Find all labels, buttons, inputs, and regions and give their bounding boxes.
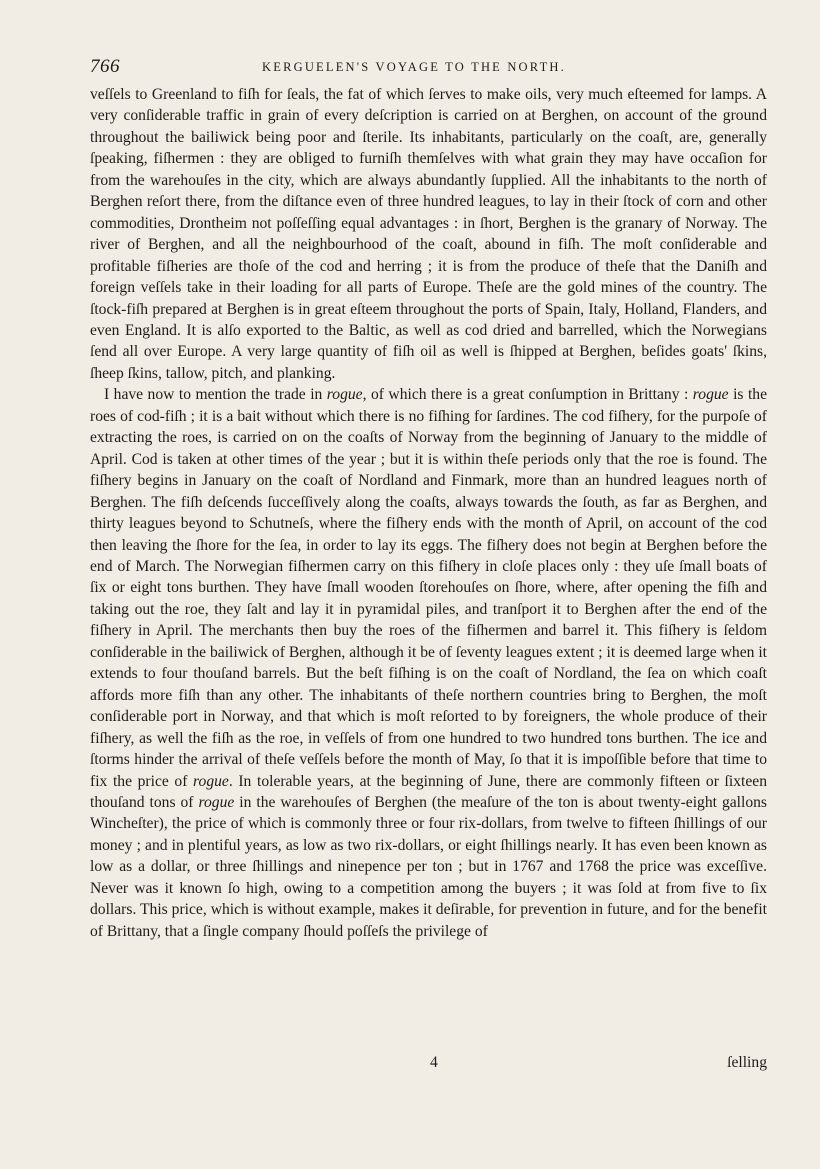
paragraph-1 — [90, 84, 767, 384]
body-text — [90, 84, 767, 942]
text-segment: in the warehouſes of Berghen (the meaſure of the ton is about twenty-eight gallons Wincheſter), the price of which is commonly three or four rix-dollars, from twelve to fifteen ſhillings of our money ; and in plentiful years, as low as two rix-dollars, or eight ſhillings nearly. It has even been known as low as a dollar, or three ſhillings and ninepence per ton ; but in 1767 and 1768 the price was exceſſive. Never was it known ſo high, owing to a competition among the buyers ; it was ſold at from five to ſix dollars. This price, which is without example, makes it deſirable, for prevention in future, and for the benefit of Brittany, that a ſingle company ſhould poſſeſs the privilege of — [90, 793, 767, 940]
signature-mark: 4 — [430, 1054, 438, 1071]
page-footer — [90, 1054, 767, 1076]
page-header — [90, 56, 767, 82]
italic-term: rogue — [193, 772, 229, 790]
text-segment: . In tolerable years, at the beginning of June, there are commonly fifteen or ſixteen thouſand tons of — [90, 772, 767, 811]
running-head: KERGUELEN'S VOYAGE TO THE NORTH. — [262, 60, 566, 74]
text-segment: I have now to mention the trade in — [104, 386, 327, 404]
catchword: ſelling — [727, 1054, 767, 1071]
italic-term: rogue — [198, 793, 235, 811]
italic-term: rogue — [326, 386, 363, 404]
italic-term: rogue — [692, 386, 729, 404]
text-segment: veſſels to Greenland to fiſh for ſeals, the fat of which ſerves to make oils, very much eſteemed for lamps. A very conſiderable traffic in grain of every deſcription is carried on at Berghen, on account of the ground throughout the bailiwick being poor and ſterile. Its inhabitants, particularly on the coaſt, are, generally ſpeaking, fiſhermen : they are obliged to furniſh themſelves with what grain they may have occaſion for from the warehouſes in the city, which are always abundantly ſupplied. All the inhabitants to the north of Berghen reſort there, from the diſtance even of three hundred leagues, to lay in their ſtock of corn and other commodities, Drontheim not poſſeſſing equal advantages : in ſhort, Berghen is the granary of Norway. The river of Berghen, and all the neighbourhood of the coaſt, abound in fiſh. The moſt conſiderable and profitable fiſheries are thoſe of the cod and herring ; it is from the produce of theſe that the Daniſh and foreign veſſels take in their loading for all parts of Europe. Theſe are the gold mines of the country. The ſtock-fiſh prepared at Berghen is in great eſteem throughout the ports of Spain, Italy, Holland, Flanders, and even England. It is alſo exported to the Baltic, as well as cod dried and barrelled, which the Norwegians ſend all over Europe. A very large quantity of fiſh oil as well is ſhipped at Berghen, beſides goats' ſkins, ſheep ſkins, tallow, pitch, and planking. — [90, 86, 767, 382]
text-segment: is the roes of cod-fiſh ; it is a bait without which there is no fiſhing for ſardines. The cod fiſhery, for the purpoſe of extracting the roes, is carried on on the coaſts of Norway from the beginning of January to the middle of April. Cod is taken at other times of the year ; but it is within theſe periods only that the roe is found. The fiſhery begins in January on the coaſt of Nordland and Finmark, more than an hundred leagues north of Berghen. The fiſh deſcends ſucceſſively along the coaſts, always towards the ſouth, as far as Berghen, and thirty leagues beyond to Schutneſs, where the fiſhery ends with the month of April, on account of the cod then leaving the ſhore for the ſea, in order to lay its eggs. The fiſhery does not begin at Berghen before the end of March. The Norwegian fiſhermen carry on this fiſhery in cloſe places only : they uſe ſmall boats of ſix or eight tons burthen. They have ſmall wooden ſtorehouſes on ſhore, where, after opening the fiſh and taking out the roe, they ſalt and lay it in pyramidal piles, and tranſport it to Berghen after the end of the fiſhery in April. The merchants then buy the roes of the fiſhermen and barrel it. This fiſhery is ſeldom conſiderable in the bailiwick of Berghen, although it be of ſeventy leagues extent ; it is deemed large when it extends to four thouſand barrels. But the beſt fiſhing is on the coaſt of Nordland, the ſea on which coaſt affords more fiſh than any other. The inhabitants of theſe northern countries bring to Berghen, the moſt conſiderable port in Norway, and that which is moſt reſorted to by foreigners, the whole produce of their fiſhery, as well the fiſh as the roe, in veſſels of from one hundred to two hundred tons burthen. The ice and ſtorms hinder the arrival of theſe veſſels before the month of May, ſo that it is impoſſible before that time to fix the price of — [90, 386, 767, 790]
page-number: 766 — [90, 56, 120, 77]
paragraph-2 — [90, 384, 767, 942]
text-segment: , of which there is a great conſumption in Brittany : — [362, 386, 693, 404]
